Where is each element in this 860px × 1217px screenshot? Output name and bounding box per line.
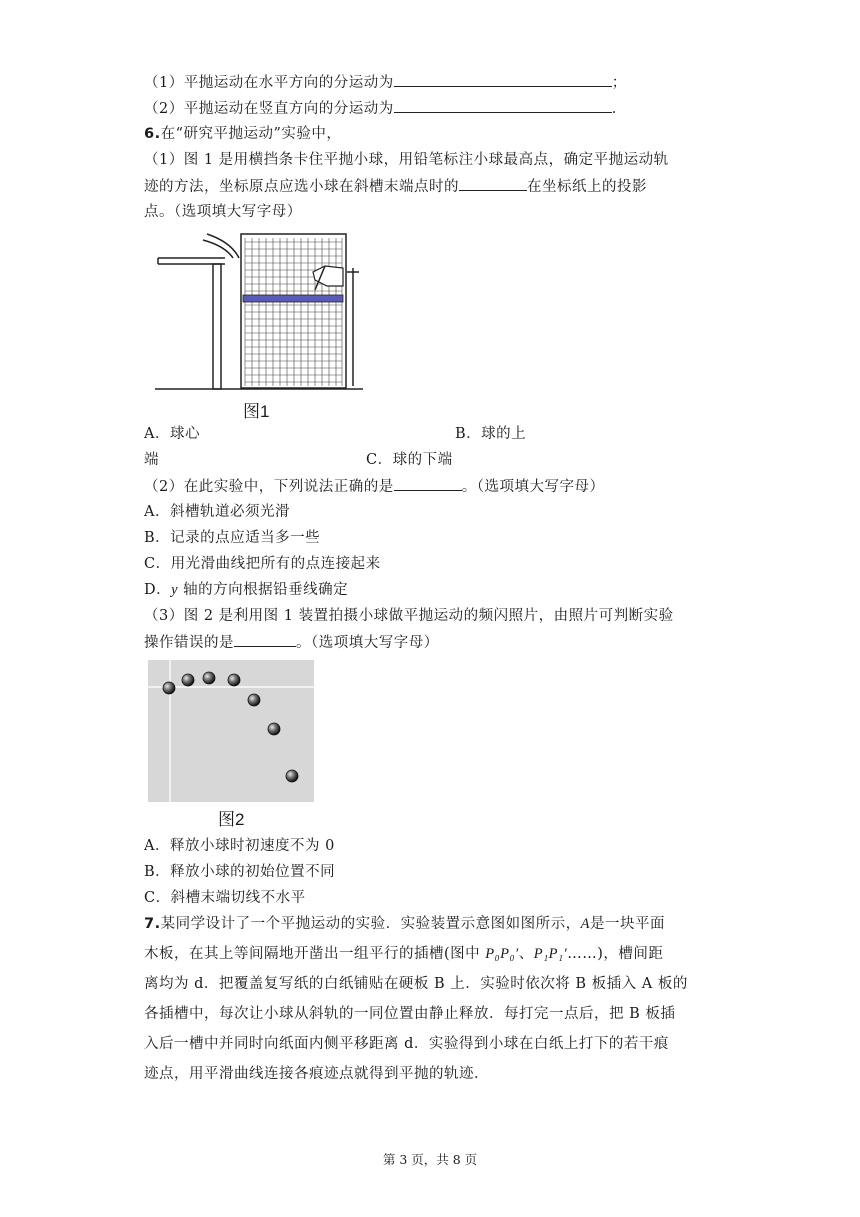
q7-line2-sep: 、 (518, 946, 534, 962)
q5-sub1-end: ； (611, 75, 627, 91)
q6-p2-optD-a: D． (144, 582, 172, 598)
q7-line3: 离均为 d．把覆盖复写纸的白纸铺贴在硬板 B 上．实验时依次将 B 板插入 A 板的 (144, 976, 688, 992)
q7-line1-end: 是一块平面 (589, 916, 665, 932)
q6-p2-optD[interactable] (144, 580, 348, 600)
q6-p1-blank[interactable] (459, 176, 527, 191)
q6-p3-blank[interactable] (234, 632, 296, 647)
q6-p1-optC[interactable]: C．球的下端 (366, 452, 453, 468)
q6-intro-text: 在“研究平抛运动”实验中， (160, 126, 342, 142)
q6-p2-optD-var: y (171, 582, 179, 598)
q6-p1-line2-a: 迹的方法，坐标原点应选小球在斜槽末端点时的 (144, 179, 459, 195)
blocking-bar (243, 295, 343, 302)
q5-sub1-blank[interactable] (394, 72, 612, 87)
q7-line1-text: 某同学设计了一个平抛运动的实验．实验装置示意图如图所示， (160, 916, 581, 932)
figure-2-caption: 图2 (218, 810, 245, 829)
q6-p2 (144, 476, 604, 497)
q6-number: 6. (144, 126, 161, 142)
q6-p1-optA[interactable]: A．球心 (144, 426, 200, 442)
q5-sub1 (144, 72, 627, 93)
q5-sub2-blank[interactable] (394, 98, 612, 113)
q6-p1-optB[interactable]: B．球的上 (455, 426, 527, 442)
q6-p2-blank[interactable] (394, 476, 462, 491)
q6-p3-line2-a: 操作错误的是 (144, 635, 234, 651)
q7-line4: 各插槽中，每次让小球从斜轨的一同位置由静止释放．每打完一点后，把 B 板插 (144, 1006, 676, 1022)
q6-p2-optC[interactable]: C．用光滑曲线把所有的点连接起来 (144, 556, 381, 572)
q6-p2-optA[interactable]: A．斜槽轨道必须光滑 (144, 504, 290, 520)
q6-p3-line1: （3）图 2 是利用图 1 装置拍摄小球做平抛运动的频闪照片，由照片可判断实验 (144, 608, 674, 624)
q7-line6: 迹点，用平滑曲线连接各痕迹点就得到平抛的轨迹． (144, 1066, 489, 1082)
q5-sub2 (144, 98, 617, 119)
ball-1 (163, 682, 175, 694)
q7-line2-sym1: P₀P₀′ (485, 946, 519, 962)
q7-line2-sym2: P₁P₁′ (533, 946, 568, 962)
q6-p2-optB[interactable]: B．记录的点应适当多一些 (144, 530, 321, 546)
ball-3 (203, 672, 215, 684)
figure-1-apparatus (155, 228, 365, 393)
q7-line2 (144, 944, 663, 964)
ball-5 (248, 694, 260, 706)
q5-sub2-end: . (611, 101, 617, 117)
q7-line1 (144, 914, 665, 934)
ball-4 (228, 674, 240, 686)
q7-line2-a: 木板，在其上等间隔地开凿出一组平行的插槽(图中 (144, 946, 486, 962)
ball-7 (286, 770, 298, 782)
figure-2-photo (148, 660, 314, 802)
q6-p1-line3: 点。（选项填大写字母） (144, 204, 302, 220)
q6-p3-line2-b: 。（选项填大写字母） (296, 635, 439, 651)
q6-p1-line2-b: 在坐标纸上的投影 (527, 179, 647, 195)
q6-p2-a: （2）在此实验中，下列说法正确的是 (144, 479, 394, 495)
figure-1-caption: 图1 (243, 402, 270, 421)
q6-p2-optD-b: 轴的方向根据铅垂线确定 (178, 582, 349, 598)
q7-number: 7. (144, 916, 161, 932)
q6-p2-b: 。（选项填大写字母） (461, 479, 605, 495)
q6-p3-optC[interactable]: C．斜槽末端切线不水平 (144, 890, 306, 906)
q6-intro (144, 124, 341, 144)
q7-line5: 入后一槽中并同时向纸面内侧平移距离 d．实验得到小球在白纸上打下的若干痕 (144, 1036, 669, 1052)
page-footer: 第 3 页，共 8 页 (382, 1152, 478, 1167)
q6-p1-line2 (144, 176, 647, 197)
q5-sub2-label: （2）平抛运动在竖直方向的分运动为 (144, 101, 394, 117)
q6-p1-line1: （1）图 1 是用横挡条卡住平抛小球，用铅笔标注小球最高点，确定平抛运动轨 (144, 152, 669, 168)
q6-p3-line2 (144, 632, 439, 653)
ball-2 (182, 674, 194, 686)
q5-sub1-label: （1）平抛运动在水平方向的分运动为 (144, 75, 394, 91)
q6-p3-optB[interactable]: B．释放小球的初始位置不同 (144, 864, 336, 880)
q6-p3-optA[interactable]: A．释放小球时初速度不为 0 (144, 838, 335, 854)
q6-p1-optB-cont: 端 (144, 452, 159, 468)
q7-line1-var: A (580, 916, 590, 932)
ball-6 (268, 723, 280, 735)
q7-line2-b: ……)，槽间距 (567, 946, 664, 962)
